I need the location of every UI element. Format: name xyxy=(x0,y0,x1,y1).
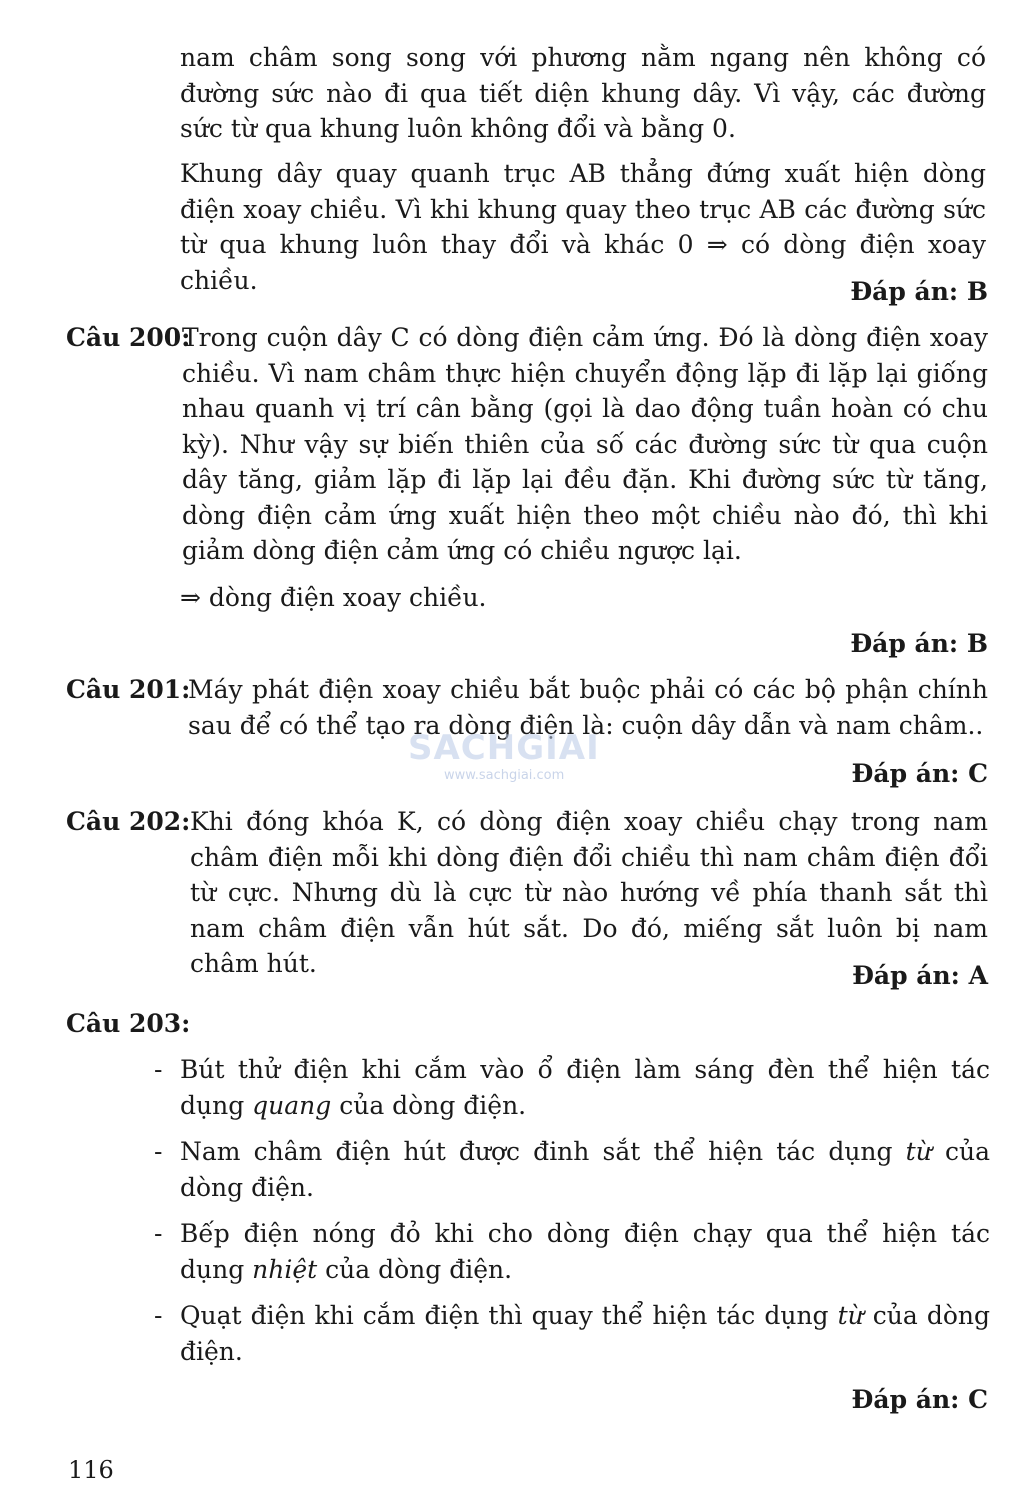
answer-203: Đáp án: C xyxy=(851,1385,988,1414)
bullet-text: của dòng điện. xyxy=(331,1091,527,1120)
question-203-bullet xyxy=(154,1052,990,1124)
bullet-emphasis: nhiệt xyxy=(252,1255,318,1284)
bullet-emphasis: từ xyxy=(905,1137,932,1166)
bullet-text: Nam châm điện hút được đinh sắt thể hiện tác dụng xyxy=(180,1137,906,1166)
bullet-text: Bút thử điện khi cắm vào ổ điện làm sáng đèn thể hiện tác dụng xyxy=(180,1055,990,1120)
bullet-text: của dòng điện. xyxy=(180,1301,990,1366)
question-200-label: Câu 200: xyxy=(66,323,191,352)
page-number: 116 xyxy=(68,1456,114,1484)
bullet-text: Bếp điện nóng đỏ khi cho dòng điện chạy qua thể hiện tác dụng xyxy=(180,1219,990,1284)
answer-202: Đáp án: A xyxy=(852,961,988,990)
bullet-dash: - xyxy=(154,1219,163,1248)
watermark-logo xyxy=(408,722,618,792)
bullet-dash: - xyxy=(154,1137,163,1166)
question-202-body: Khi đóng khóa K, có dòng điện xoay chiều chạy trong nam châm điện mỗi khi dòng điện đổi chiều thì nam châm điện đổi từ cực. Nhưng dù là cực từ nào hướng về phía thanh sắt thì nam châm điện vẫn hút sắt. Do đó, miếng sắt luôn bị nam châm hút. xyxy=(190,807,988,978)
intro-paragraph-2: Khung dây quay quanh trục AB thẳng đứng xuất hiện dòng điện xoay chiều. Vì khi khung quay theo trục AB các đường sức từ qua khung luôn thay đổi và khác 0 ⇒ có dòng điện xoay chiều. xyxy=(180,159,986,295)
watermark-brand: SACHGIAI xyxy=(408,728,600,768)
question-201-body: Máy phát điện xoay chiều bắt buộc phải có các bộ phận chính sau để có thể tạo ra dòng điện là: cuộn dây dẫn và nam châm.. xyxy=(188,675,988,740)
question-200-body: Trong cuộn dây C có dòng điện cảm ứng. Đó là dòng điện xoay chiều. Vì nam châm thực hiện chuyển động lặp đi lặp lại giống nhau quanh vị trí cân bằng (gọi là dao động tuần hoàn có chu kỳ). Như vậy sự biến thiên của số các đường sức từ qua cuộn dây tăng, giảm lặp đi lặp lại đều đặn. Khi đường sức từ tăng, dòng điện cảm ứng xuất hiện theo một chiều nào đó, thì khi giảm dòng điện cảm ứng có chiều ngược lại. xyxy=(182,323,988,565)
question-203-bullet xyxy=(154,1298,990,1370)
question-201-label: Câu 201: xyxy=(66,675,191,704)
answer-intro: Đáp án: B xyxy=(850,277,988,306)
bullet-dash: - xyxy=(154,1301,163,1330)
bullet-text: của dòng điện. xyxy=(317,1255,513,1284)
watermark-url: www.sachgiai.com xyxy=(444,768,565,783)
question-202-label: Câu 202: xyxy=(66,807,191,836)
bullet-text: Quạt điện khi cắm điện thì quay thể hiện tác dụng xyxy=(180,1301,838,1330)
bullet-dash: - xyxy=(154,1055,163,1084)
bullet-text: của dòng điện. xyxy=(180,1137,990,1202)
answer-200: Đáp án: B xyxy=(850,629,988,658)
question-203-bullet xyxy=(154,1216,990,1288)
answer-201: Đáp án: C xyxy=(851,759,988,788)
question-203-bullet xyxy=(154,1134,990,1206)
bullet-emphasis: quang xyxy=(252,1091,332,1120)
intro-paragraph-1: nam châm song song với phương nằm ngang nên không có đường sức nào đi qua tiết diện khung dây. Vì vậy, các đường sức từ qua khung luôn không đổi và bằng 0. xyxy=(180,43,986,143)
bullet-emphasis: từ xyxy=(837,1301,864,1330)
question-203-label: Câu 203: xyxy=(66,1009,191,1038)
question-200-conclusion: ⇒ dòng điện xoay chiều. xyxy=(180,583,487,612)
